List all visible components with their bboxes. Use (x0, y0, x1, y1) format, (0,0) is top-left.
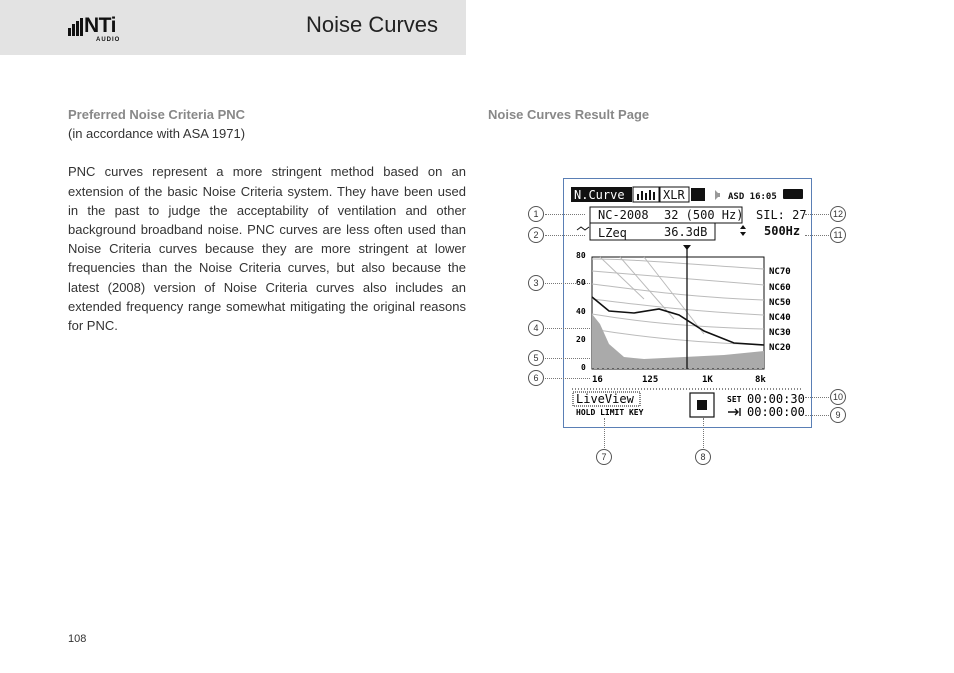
result-page-heading: Noise Curves Result Page (488, 107, 650, 122)
lzeq-label: LZeq (598, 226, 627, 240)
y-tick: 40 (576, 307, 586, 316)
nc-label: NC50 (769, 298, 791, 308)
nti-logo-icon (68, 18, 84, 36)
device-screen (563, 178, 812, 428)
y-tick: 60 (576, 278, 586, 287)
callout-7: 7 (596, 449, 612, 465)
nc-reference-curves (592, 257, 764, 345)
brand-name: NTi (84, 14, 116, 37)
battery-icon (783, 189, 803, 199)
cursor-marker-icon (683, 245, 691, 250)
callout-6: 6 (528, 370, 544, 386)
callout-12: 12 (830, 206, 846, 222)
live-view-label[interactable]: LiveView (576, 392, 634, 406)
lzeq-value: 36.3dB (664, 225, 708, 239)
body-paragraph: PNC curves represent a more stringent method based on an extension of the basic Noise Criteria system. They have been used in the past to judge the acceptability of ventilation and other background broadband noise. PNC curves are less often used than Noise Criteria curves because they are more stringent at lower frequencies than the Noise Criteria curves, but also because the latest (2008) version of Noise Criteria curves also includes an extended frequency range somewhat mitigating the original reasons for PNC. (68, 164, 466, 334)
nc-label: NC30 (769, 328, 791, 338)
tab-xlr[interactable]: XLR (663, 188, 685, 202)
callout-10: 10 (830, 389, 846, 405)
page-title: Noise Curves (306, 12, 439, 37)
set-time: 00:00:30 (747, 392, 805, 406)
section-heading: Preferred Noise Criteria PNC (68, 107, 246, 122)
screen-graphic (564, 179, 811, 427)
y-tick: 80 (576, 251, 586, 260)
hold-limit-key: HOLD LIMIT KEY (576, 408, 644, 417)
status-text: ASD 16:05 (728, 192, 777, 202)
nc-label: NC70 (769, 267, 791, 277)
spectrum-fill (592, 314, 764, 369)
wave-icon (577, 227, 589, 230)
curve-value: 32 (500 Hz) (664, 208, 744, 222)
callout-4: 4 (528, 320, 544, 336)
x-tick: 125 (642, 375, 659, 385)
tab-n-curve[interactable]: N.Curve (574, 188, 625, 202)
left-column (68, 105, 466, 335)
elapsed-time: 00:00:00 (747, 405, 805, 419)
y-tick: 20 (576, 335, 586, 344)
elapsed-icon (728, 408, 740, 416)
callout-8: 8 (695, 449, 711, 465)
memory-icon (691, 188, 705, 201)
measured-curve (592, 297, 764, 345)
up-down-arrow-icon[interactable] (740, 225, 746, 236)
set-label: SET (727, 395, 742, 404)
nc-label: NC60 (769, 283, 791, 293)
callout-5: 5 (528, 350, 544, 366)
curve-standard: NC-2008 (598, 208, 649, 222)
spectrum-tab-icon[interactable] (637, 190, 655, 200)
header-bar (0, 0, 466, 55)
nc-label: NC20 (769, 343, 791, 353)
callout-1: 1 (528, 206, 544, 222)
callout-3: 3 (528, 275, 544, 291)
speaker-icon (715, 190, 720, 200)
page-number: 108 (68, 633, 87, 645)
callout-9: 9 (830, 407, 846, 423)
x-tick: 1K (702, 375, 713, 385)
y-tick: 0 (581, 363, 586, 372)
brand-sub: AUDIO (96, 37, 121, 43)
section-subheading: (in accordance with ASA 1971) (68, 126, 246, 142)
x-tick: 16 (592, 375, 603, 385)
frequency-value: 500Hz (764, 224, 801, 238)
nc-label: NC40 (769, 313, 791, 323)
x-tick: 8k (755, 375, 766, 385)
stop-icon (697, 400, 707, 410)
sil-value: SIL: 27 (756, 208, 807, 222)
callout-2: 2 (528, 227, 544, 243)
callout-11: 11 (830, 227, 846, 243)
